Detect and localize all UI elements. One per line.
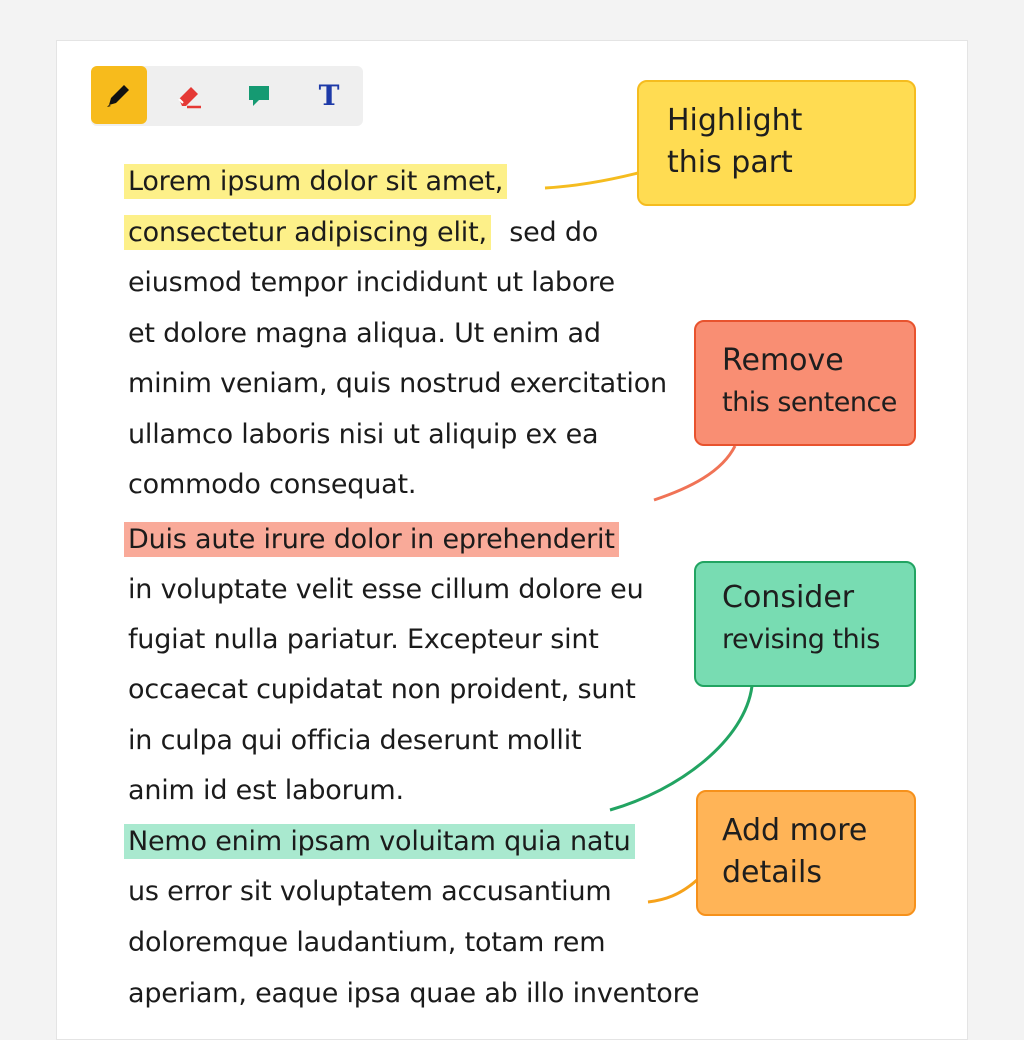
annotation-note-highlight[interactable] <box>637 80 916 206</box>
comment-tool-button[interactable] <box>231 66 287 124</box>
text-line: commodo consequat. <box>128 469 417 500</box>
highlight-yellow[interactable]: consectetur adipiscing elit, <box>124 215 491 250</box>
annotation-note-revise[interactable] <box>694 561 916 687</box>
text-fragment: sed do <box>509 217 599 248</box>
text-line: eiusmod tempor incididunt ut labore <box>128 267 615 298</box>
annotation-toolbar <box>91 66 363 126</box>
text-line <box>128 164 507 200</box>
highlight-red[interactable]: Duis aute irure dolor in eprehenderit <box>124 522 619 557</box>
note-text: details <box>722 855 822 890</box>
highlight-green[interactable]: Nemo enim ipsam voluitam quia natu <box>124 824 635 859</box>
text-tool-button[interactable] <box>301 66 357 124</box>
note-text: this part <box>667 145 793 180</box>
text-line: occaecat cupidatat non proident, sunt <box>128 674 636 705</box>
note-text: revising this <box>722 624 880 655</box>
pen-tool-button[interactable] <box>91 66 147 124</box>
note-text: Remove <box>722 343 844 378</box>
text-line: aperiam, eaque ipsa quae ab illo inventore <box>128 978 700 1009</box>
text-line: anim id est laborum. <box>128 775 404 806</box>
text-line: in voluptate velit esse cillum dolore eu <box>128 574 644 605</box>
text-line <box>128 215 598 251</box>
text-line: doloremque laudantium, totam rem <box>128 927 606 958</box>
text-line <box>128 522 619 558</box>
text-line: in culpa qui officia deserunt mollit <box>128 725 582 756</box>
text-line: ullamco laboris nisi ut aliquip ex ea <box>128 419 599 450</box>
pencil-icon <box>103 79 135 111</box>
highlight-yellow[interactable]: Lorem ipsum dolor sit amet, <box>124 164 507 199</box>
text-icon <box>313 79 345 111</box>
svg-text:T: T <box>318 79 340 111</box>
comment-icon <box>243 79 275 111</box>
text-line: et dolore magna aliqua. Ut enim ad <box>128 318 601 349</box>
note-text: Highlight <box>667 103 803 138</box>
eraser-tool-button[interactable] <box>161 66 217 124</box>
text-line: minim veniam, quis nostrud exercitation <box>128 368 667 399</box>
text-line <box>128 824 635 860</box>
annotation-note-remove[interactable] <box>694 320 916 446</box>
note-text: Add more <box>722 813 868 848</box>
annotation-note-details[interactable] <box>696 790 916 916</box>
text-line: us error sit voluptatem accusantium <box>128 876 612 907</box>
eraser-icon <box>173 79 205 111</box>
note-text: Consider <box>722 580 855 615</box>
text-line: fugiat nulla pariatur. Excepteur sint <box>128 624 599 655</box>
note-text: this sentence <box>722 387 897 418</box>
